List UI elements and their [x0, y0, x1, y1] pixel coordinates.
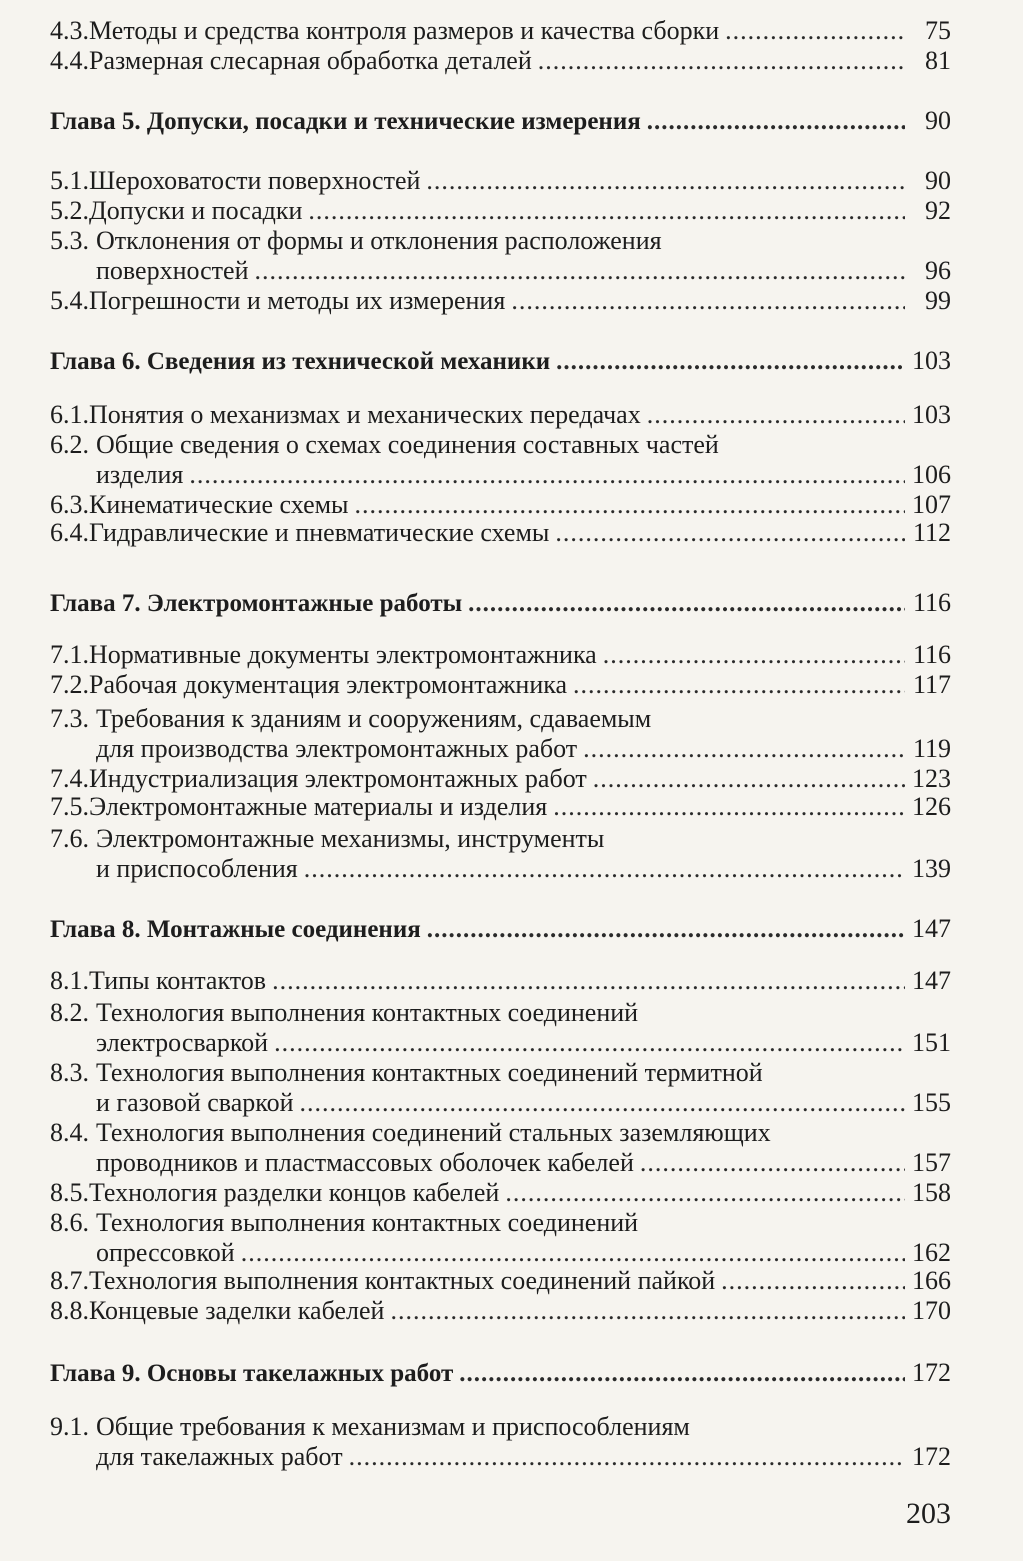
toc-entry-number: 7.1.	[50, 640, 89, 669]
chapter-title: Глава 8. Монтажные соединения	[50, 916, 421, 943]
section-title: Рабочая документация электромонтажника	[89, 670, 568, 699]
section-title: Индустриализация электромонтажных работ	[89, 764, 587, 793]
chapter-title: Глава 5. Допуски, посадки и технические измерения	[50, 108, 641, 135]
toc-section-entry	[0, 16, 1023, 46]
toc-page-number: 90	[925, 106, 951, 135]
toc-line	[96, 256, 951, 286]
toc-section-entry	[0, 1118, 1023, 1178]
toc-entry-number: 6.4.	[50, 518, 89, 547]
section-title: для производства электромонтажных работ	[96, 734, 578, 763]
toc-page-number: 123	[912, 764, 951, 793]
toc-page-number: 116	[912, 640, 951, 669]
toc-page-number: 107	[912, 490, 951, 519]
toc-entry-number: 7.4.	[50, 764, 89, 793]
toc-entry-number: 8.3.	[50, 1058, 89, 1087]
toc-section-entry	[0, 400, 1023, 430]
dot-leader	[555, 518, 905, 548]
toc-line	[50, 704, 651, 734]
toc-section-entry	[0, 1266, 1023, 1296]
toc-section-entry	[0, 1058, 1023, 1118]
toc-line	[50, 1412, 690, 1442]
dot-leader	[725, 16, 905, 46]
toc-page-number: 117	[912, 670, 951, 699]
toc-page-number: 99	[925, 286, 951, 315]
dot-leader	[647, 107, 905, 137]
section-title: Кинематические схемы	[89, 490, 349, 519]
toc-section-entry	[0, 1208, 1023, 1268]
toc-entry-number: 6.1.	[50, 400, 89, 429]
toc-line	[50, 824, 604, 854]
section-title: Технология разделки концов кабелей	[89, 1178, 500, 1207]
toc-line	[50, 1358, 951, 1389]
toc-section-entry	[0, 490, 1023, 520]
toc-section-entry	[0, 1412, 1023, 1472]
toc-page-number: 103	[912, 346, 951, 375]
dot-leader	[189, 460, 905, 490]
toc-page-number: 139	[912, 854, 951, 883]
toc-page-number: 90	[925, 166, 951, 195]
section-title: опрессовкой	[96, 1238, 235, 1267]
toc-entry-number: 6.3.	[50, 490, 89, 519]
dot-leader	[583, 734, 905, 764]
dot-leader	[308, 196, 905, 226]
toc-section-entry	[0, 824, 1023, 884]
dot-leader	[538, 46, 905, 76]
toc-section-entry	[0, 998, 1023, 1058]
toc-page-number: 119	[912, 734, 951, 763]
toc-page-number: 147	[912, 966, 951, 995]
section-title: Гидравлические и пневматические схемы	[89, 518, 550, 547]
dot-leader	[553, 792, 905, 822]
toc-entry-number: 9.1.	[50, 1412, 89, 1441]
dot-leader	[593, 764, 905, 794]
toc-line	[50, 640, 951, 670]
toc-line	[50, 764, 951, 794]
toc-page-number: 92	[925, 196, 951, 225]
toc-line	[96, 1238, 951, 1268]
toc-page-number: 172	[912, 1358, 951, 1387]
toc-page-number: 96	[925, 256, 951, 285]
section-title: Шероховатости поверхностей	[89, 166, 421, 195]
section-title: Технология выполнения соединений стальных заземляющих	[96, 1118, 771, 1147]
toc-page-number: 116	[912, 588, 951, 617]
toc-entry-number: 5.1.	[50, 166, 89, 195]
section-title: электросваркой	[96, 1028, 269, 1057]
toc-page-number: 112	[912, 518, 951, 547]
toc-entry-number: 5.4.	[50, 286, 89, 315]
dot-leader	[468, 589, 905, 619]
section-title: Размерная слесарная обработка деталей	[89, 46, 532, 75]
toc-chapter-entry	[0, 1358, 1023, 1388]
toc-line	[50, 430, 719, 460]
toc-section-entry	[0, 640, 1023, 670]
dot-leader	[573, 670, 905, 700]
section-title: Электромонтажные механизмы, инструменты	[96, 824, 605, 853]
toc-page-number: 157	[912, 1148, 951, 1177]
section-title: Отклонения от формы и отклонения расположения	[96, 226, 662, 255]
toc-section-entry	[0, 46, 1023, 76]
toc-section-entry	[0, 286, 1023, 316]
section-title: Нормативные документы электромонтажника	[89, 640, 597, 669]
page-number: 203	[906, 1497, 951, 1530]
dot-leader	[505, 1178, 905, 1208]
toc-chapter-entry	[0, 588, 1023, 618]
toc-page-number: 166	[912, 1266, 951, 1295]
toc-section-entry	[0, 966, 1023, 996]
toc-line	[50, 16, 951, 46]
dot-leader	[647, 400, 905, 430]
toc-section-entry	[0, 792, 1023, 822]
dot-leader	[274, 1028, 905, 1058]
toc-page-number: 151	[912, 1028, 951, 1057]
toc-section-entry	[0, 704, 1023, 764]
toc-entry-number: 7.5.	[50, 792, 89, 821]
toc-entry-number: 8.2.	[50, 998, 89, 1027]
toc-line	[50, 1118, 771, 1148]
section-title: Понятия о механизмах и механических передачах	[89, 400, 641, 429]
toc-line	[50, 106, 951, 137]
toc-line	[50, 1178, 951, 1208]
dot-leader	[426, 166, 905, 196]
section-title: Методы и средства контроля размеров и качества сборки	[89, 16, 720, 45]
toc-page-number: 162	[912, 1238, 951, 1267]
toc-line	[50, 588, 951, 619]
section-title: Электромонтажные материалы и изделия	[89, 792, 548, 821]
section-title: Технология выполнения контактных соединений	[96, 998, 639, 1027]
section-title: Концевые заделки кабелей	[89, 1296, 385, 1325]
toc-page-number: 103	[912, 400, 951, 429]
toc-entry-number: 7.3.	[50, 704, 89, 733]
toc-line	[50, 998, 638, 1028]
toc-section-entry	[0, 1296, 1023, 1326]
toc-page-number: 126	[912, 792, 951, 821]
toc-entry-number: 8.1.	[50, 966, 89, 995]
dot-leader	[511, 286, 905, 316]
toc-page-number: 75	[925, 16, 951, 45]
toc-line	[50, 46, 951, 76]
dot-leader	[300, 1088, 906, 1118]
toc-chapter-entry	[0, 106, 1023, 136]
toc-section-entry	[0, 518, 1023, 548]
toc-page-number: 106	[912, 460, 951, 489]
dot-leader	[459, 1359, 905, 1389]
toc-section-entry	[0, 430, 1023, 490]
toc-page-number: 81	[925, 46, 951, 75]
toc-line	[50, 346, 951, 377]
toc-line	[96, 460, 951, 490]
toc-section-entry	[0, 1178, 1023, 1208]
toc-entry-number: 6.2.	[50, 430, 89, 459]
toc-section-entry	[0, 226, 1023, 286]
toc-line	[50, 166, 951, 196]
chapter-title: Глава 6. Сведения из технической механики	[50, 348, 551, 375]
toc-entry-number: 8.8.	[50, 1296, 89, 1325]
toc-line	[96, 1148, 951, 1178]
toc-line	[50, 196, 951, 226]
section-title: изделия	[96, 460, 184, 489]
toc-entry-number: 7.6.	[50, 824, 89, 853]
chapter-title: Глава 7. Электромонтажные работы	[50, 590, 463, 617]
toc-page-number: 172	[912, 1442, 951, 1471]
dot-leader	[721, 1266, 905, 1296]
toc-entry-number: 5.3.	[50, 226, 89, 255]
toc-entry-number: 4.4.	[50, 46, 89, 75]
toc-page-number: 170	[912, 1296, 951, 1325]
dot-leader	[603, 640, 905, 670]
section-title: проводников и пластмассовых оболочек кабелей	[96, 1148, 634, 1177]
toc-entry-number: 8.5.	[50, 1178, 89, 1207]
chapter-title: Глава 9. Основы такелажных работ	[50, 1360, 454, 1387]
dot-leader	[355, 490, 905, 520]
toc-section-entry	[0, 764, 1023, 794]
dot-leader	[556, 347, 905, 377]
toc-page-number: 155	[912, 1088, 951, 1117]
toc-section-entry	[0, 670, 1023, 700]
toc-line	[50, 670, 951, 700]
dot-leader	[241, 1238, 905, 1268]
toc-line	[50, 1058, 763, 1088]
toc-line	[50, 400, 951, 430]
toc-chapter-entry	[0, 346, 1023, 376]
toc-line	[96, 1088, 951, 1118]
toc-section-entry	[0, 166, 1023, 196]
section-title: Общие требования к механизмам и приспособлениям	[96, 1412, 690, 1441]
dot-leader	[304, 854, 905, 884]
toc-line	[96, 854, 951, 884]
toc-entry-number: 7.2.	[50, 670, 89, 699]
dot-leader	[640, 1148, 905, 1178]
dot-leader	[272, 966, 905, 996]
dot-leader	[427, 915, 905, 945]
toc-line	[96, 1028, 951, 1058]
section-title: для такелажных работ	[96, 1442, 343, 1471]
section-title: Технология выполнения контактных соединений термитной	[96, 1058, 763, 1087]
toc-line	[96, 1442, 951, 1472]
toc-line	[50, 1296, 951, 1326]
toc-entry-number: 8.7.	[50, 1266, 89, 1295]
section-title: Типы контактов	[89, 966, 267, 995]
toc-line	[50, 1266, 951, 1296]
toc-entry-number: 5.2.	[50, 196, 89, 225]
section-title: Технология выполнения контактных соединений	[96, 1208, 639, 1237]
toc-entry-number: 8.4.	[50, 1118, 89, 1147]
toc-entry-number: 8.6.	[50, 1208, 89, 1237]
toc-line	[96, 734, 951, 764]
toc-line	[50, 490, 951, 520]
section-title: Требования к зданиям и сооружениям, сдаваемым	[96, 704, 652, 733]
section-title: Допуски и посадки	[89, 196, 303, 225]
section-title: и приспособления	[96, 854, 298, 883]
toc-page-number: 158	[912, 1178, 951, 1207]
toc-entry-number: 4.3.	[50, 16, 89, 45]
toc-line	[50, 226, 662, 256]
toc-chapter-entry	[0, 914, 1023, 944]
section-title: Погрешности и методы их измерения	[89, 286, 506, 315]
dot-leader	[349, 1442, 905, 1472]
toc-section-entry	[0, 196, 1023, 226]
section-title: Общие сведения о схемах соединения составных частей	[96, 430, 719, 459]
section-title: и газовой сваркой	[96, 1088, 294, 1117]
dot-leader	[390, 1296, 905, 1326]
section-title: поверхностей	[96, 256, 249, 285]
toc-line	[50, 518, 951, 548]
toc-line	[50, 966, 951, 996]
toc-line	[50, 1208, 638, 1238]
toc-page-number: 147	[912, 914, 951, 943]
toc-line	[50, 286, 951, 316]
dot-leader	[255, 256, 906, 286]
toc-line	[50, 792, 951, 822]
toc-line	[50, 914, 951, 945]
section-title: Технология выполнения контактных соединений пайкой	[89, 1266, 716, 1295]
